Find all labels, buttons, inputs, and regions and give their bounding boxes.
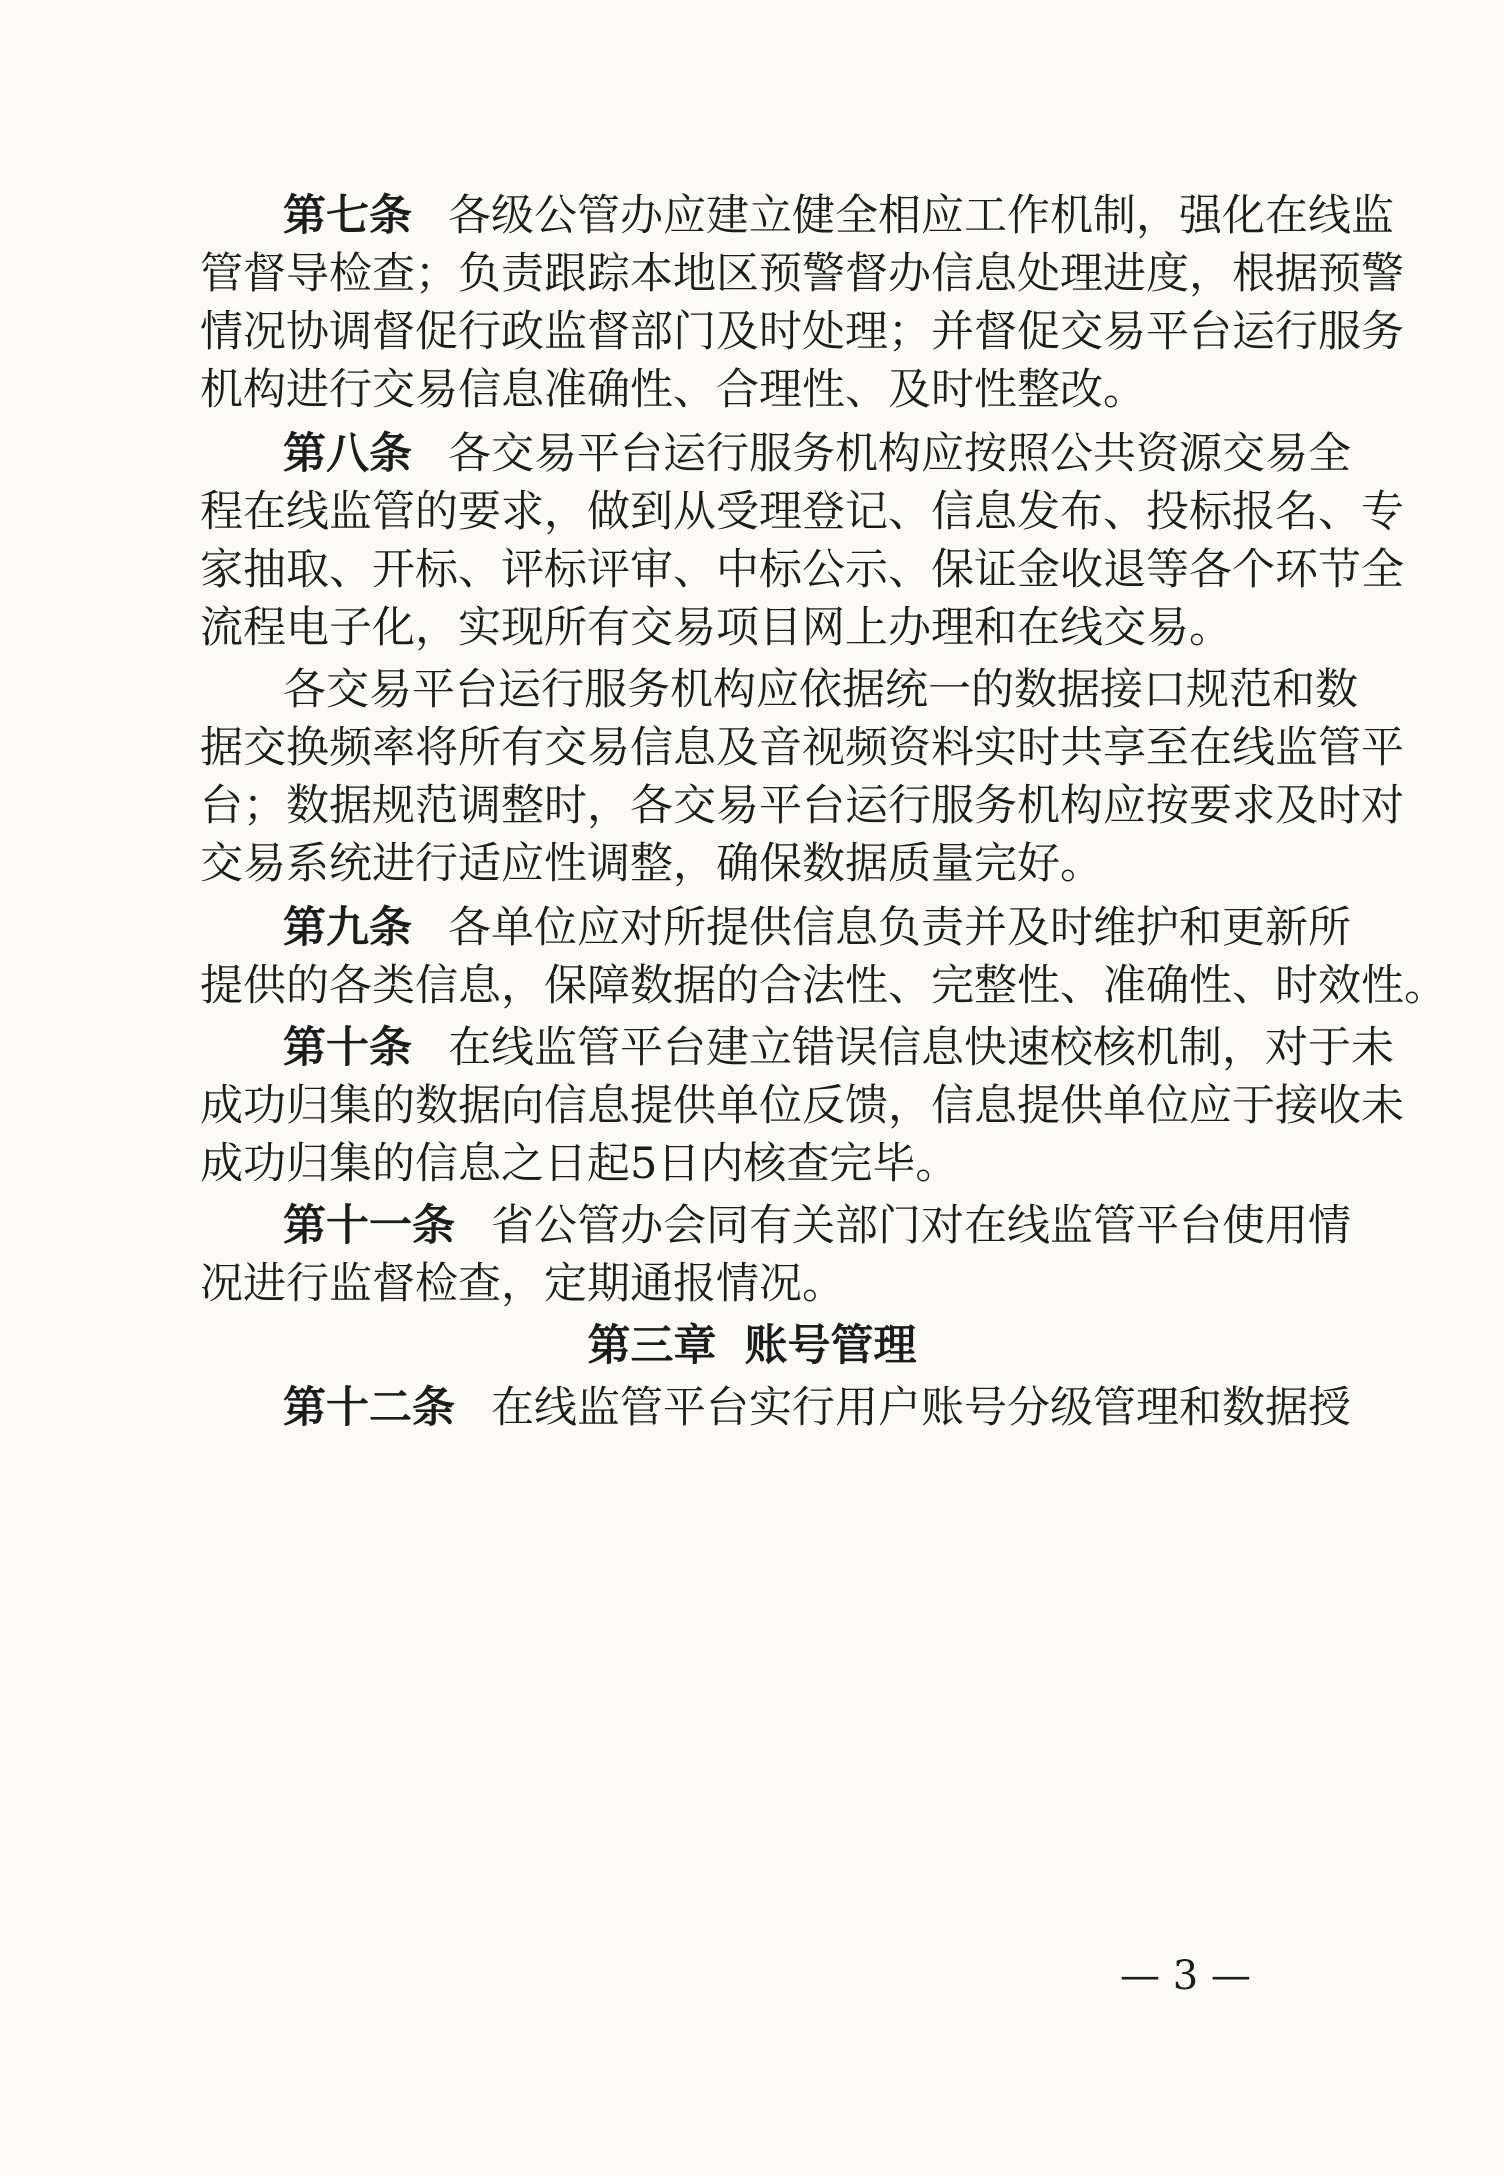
- article-9-line-1: [283, 898, 1351, 958]
- article-10-text-1: 在线监管平台建立错误信息快速校核机制，对于未: [448, 1023, 1394, 1073]
- article-8-line-4: 流程电子化，实现所有交易项目网上办理和在线交易。: [200, 603, 1232, 653]
- article-9-text-1: 各单位应对所提供信息负责并及时维护和更新所: [448, 903, 1351, 953]
- article-12-line-1: [283, 1378, 1351, 1438]
- article-7-line-2: 管督导检查；负责跟踪本地区预警督办信息处理进度，根据预警: [200, 249, 1404, 299]
- article-12-text-1: 在线监管平台实行用户账号分级管理和数据授: [491, 1383, 1351, 1433]
- article-10-line-3: 成功归集的信息之日起5日内核查完毕。: [200, 1139, 959, 1189]
- article-11-text-1: 省公管办会同有关部门对在线监管平台使用情: [491, 1201, 1351, 1251]
- article-11-label: 第十一条: [283, 1201, 455, 1251]
- article-8-line-1: [283, 424, 1351, 484]
- chapter-number: 第三章: [587, 1321, 717, 1371]
- article-9-line-2: 提供的各类信息，保障数据的合法性、完整性、准确性、时效性。: [200, 961, 1447, 1011]
- paragraph-data-line-1: 各交易平台运行服务机构应依据统一的数据接口规范和数: [283, 665, 1358, 715]
- chapter-heading: [0, 1316, 1504, 1376]
- paragraph-data-line-2: 据交换频率将所有交易信息及音视频资料实时共享至在线监管平: [200, 723, 1404, 773]
- article-9-label: 第九条: [283, 903, 412, 953]
- article-7-line-1: [283, 186, 1394, 246]
- article-7-label: 第七条: [283, 191, 412, 241]
- article-8-line-3: 家抽取、开标、评标评审、中标公示、保证金收退等各个环节全: [200, 545, 1404, 595]
- paragraph-data-line-3: 台；数据规范调整时，各交易平台运行服务机构应按要求及时对: [200, 781, 1404, 831]
- article-11-line-2: 况进行监督检查，定期通报情况。: [200, 1259, 845, 1309]
- article-7-line-3: 情况协调督促行政监督部门及时处理；并督促交易平台运行服务: [200, 307, 1404, 357]
- article-11-line-1: [283, 1196, 1351, 1256]
- article-7-text-1: 各级公管办应建立健全相应工作机制，强化在线监: [448, 191, 1394, 241]
- article-8-line-2: 程在线监管的要求，做到从受理登记、信息发布、投标报名、专: [200, 487, 1404, 537]
- chapter-title: 账号管理: [744, 1321, 917, 1371]
- article-10-label: 第十条: [283, 1023, 412, 1073]
- article-8-text-1: 各交易平台运行服务机构应按照公共资源交易全: [448, 429, 1351, 479]
- paragraph-data-line-4: 交易系统进行适应性调整，确保数据质量完好。: [200, 839, 1103, 889]
- article-10-line-2: 成功归集的数据向信息提供单位反馈，信息提供单位应于接收未: [200, 1081, 1404, 1131]
- page-number: — 3 —: [1120, 1953, 1251, 1999]
- article-10-line-1: [283, 1018, 1394, 1078]
- article-8-label: 第八条: [283, 429, 412, 479]
- article-12-label: 第十二条: [283, 1383, 455, 1433]
- article-7-line-4: 机构进行交易信息准确性、合理性、及时性整改。: [200, 365, 1146, 415]
